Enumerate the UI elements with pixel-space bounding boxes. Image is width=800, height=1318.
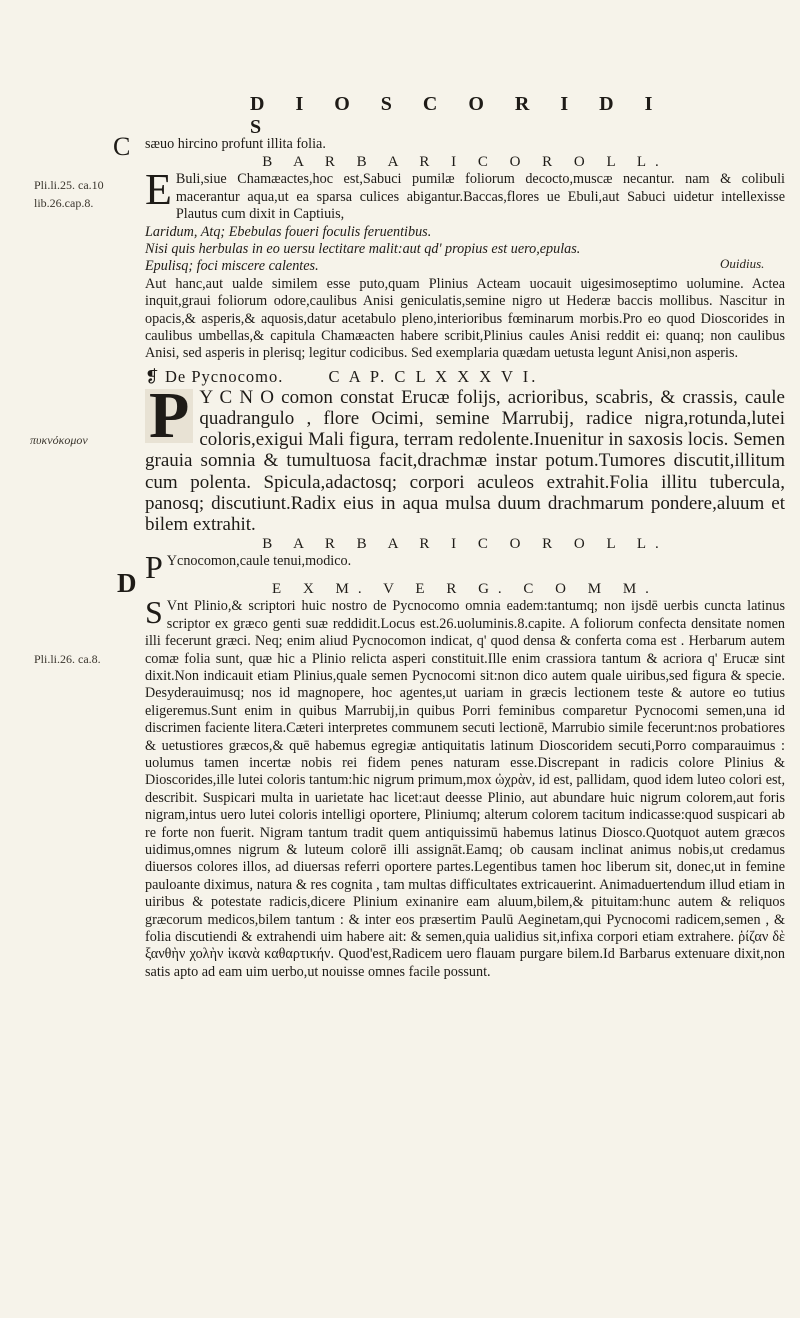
verse-line-2: Nisi quis herbulas in eo uersu lectitare malit:aut qd' propius est uero,epulas. [145, 241, 581, 258]
initial-s: S [145, 594, 163, 631]
paragraph-actea: Aut hanc,aut ualde similem esse puto,quam Plinius Acteam uocauit uigesimoseptimo uolumine. Actea inquit,graui foliorum odore,caulibus Anisi geniculatis,semine nigro ut Hederæ baccis mollibus. Nascitur in opacis,& asperis,& aquosis,datur acetabulo pleno,interioribus fœminarum morbis.Pro eo quod Dioscorides in caulibus umbellas,& capitula Chamæacten habere scribit,Plinius caules Anisi reddit ei: quanq; non caulibus Anisi, sed asperis in plerisq; legitur codicibus. Sed exemplaria quædam uetusta legunt Anisi,non asperis. [145, 275, 785, 362]
margin-note-pliny-25: Pli.li.25. ca.10 [34, 178, 104, 192]
initial-e: E [145, 165, 172, 215]
margin-note-ovid: Ouidius. [720, 256, 765, 271]
section-heading-barbari-2: B A R B A R I C O R O L L. [262, 536, 668, 553]
verse-line-3: Epulisq; foci miscere calentes. [145, 258, 319, 275]
opening-line: sæuo hircino profunt illita folia. [145, 136, 326, 152]
running-header: D I O S C O R I D I S [250, 93, 666, 138]
paragraph-pycnocomon-short: P Ycnocomon,caule tenui,modico. [145, 549, 352, 586]
paragraph-commentary: S Vnt Plinio,& scriptori huic nostro de Pycnocomo omnia eadem:tantumq; non ijsdē uerbis cuncta latinus scriptor ex græco genti suæ reddidit.Locus est.26.uoluminis.8.capite. A foliorum confecta densitate nomen illi fecerunt græci. Neq; enim aliud Pycnocomon indicat, q' quod densa & conferta coma est . Herbarum autem comæ folia sunt, quæ hic a Plinio relicta asperi constituit.Ille enim crassiora tantum & acriora q' Erucæ sint dixit.Non indicauit etiam Plinius,quale semen Pycnocomi sit:non dico autem quale uiribus,sed figura & specie. Desyderauimusq; nos id magnopere, hoc agentes,ut uariam in græcis lectionem teste & autore eo tutius eligeremus.Sunt enim in quibus Marrubij,in quibus Porri feminibus comparetur Pycnocomi semen,una id discrimen faciente litera.Cæteri interpretes communem secuti lectionē, Marrubio simile fecerunt:nos probatiores & uetustiores græcos,& quē habemus egregiæ antiquitatis latinum Dioscoridem secuti,Porro comparauimus : uolumus tamen incertæ nobis rei fidem penes naturam esse.Discrepant in radicis colore Plinius & Dioscorides,ille lutei coloris tantum:hic nigrum primum,mox ὠχρὰν, id est, pallidam, quod idem luteo colori est, describit. Suspicari multa in uarietate hac licet:aut deesse Plinio, aut abundare huic nigrum colorem,aut foris nigram,intus uero lutei coloris intelligi oportere, Pliniumq; alterum colorem tacitum indicasse:quod suspicari ab re forte non fuerit. Nigram tantum tradit quem antiquissimū habemus latinus Diosco.Quotquot autem græcos uidimus,omnes nigrum & luteum colorē illi assignāt.Eamq; ob causam inclinat animus nobis,ut credamus diuersos colores illos, ad diuersas referri oportere partes.Legentibus tamen hoc liberum sit, donec,ut in femine pauloante diximus, natura & res cognita , tam multas difficultates extricauerint. Animaduertendum illud etiam in uiribus & potestate radicis,dicere Plinium exinanire eam aluum,bilem,& pituitam:hunc autem & reliquos græcorum medicos,bilem tantum : & inter eos præsertim Paulū Aeginetam,qui Pycnocomi radicem,semen , & folia discutiendi & extrahendi uim habere ait: & semen,quia ualidius sit,infixa corpori etiam extrahere. ῥίζαν δὲ ξανθὴν χολὴν ἱκανὰ καθαρτικήν. Quod'est,Radicem uero flauam purgare bilem.Id Barbarus extenuare dixit,non satis apto ad eam uim uerbo,ut nouisse omnes facile possunt. [145, 594, 785, 980]
marginal-letter-d: D [117, 568, 137, 598]
catchword-initial: C [113, 132, 131, 161]
margin-note-pliny-26: Pli.li.26. ca.8. [34, 652, 101, 666]
initial-p: P [145, 389, 193, 443]
initial-p-small: P [145, 549, 163, 586]
margin-note-lib-26: lib.26.cap.8. [34, 196, 94, 210]
main-text [145, 136, 785, 981]
chapter-number: C A P. C L X X X V I. [328, 366, 539, 386]
margin-note-greek-term: πυκνόκομον [30, 433, 88, 447]
verse-line-1: Laridum, Atq; Ebebulas foueri foculis feruentibus. [145, 223, 432, 240]
chapter-heading: ❡ De Pycnocomo. C A P. C L X X X V I. [145, 366, 539, 386]
paragraph-ebuli: E Buli,siue Chamæactes,hoc est,Sabuci pumilæ foliorum decocto,muscæ necantur. nam & colibuli macerantur aqua,ut ea sparsa culices abigantur.Baccas,flores ue Ebuli,aut Sabuci uidetur intellexisse Plautus cum dixit in Captiuis, [145, 165, 785, 223]
section-heading-barbari: B A R B A R I C O R O L L. [262, 154, 668, 171]
paragraph-pycnocomon: P Y C N O comon constat Erucæ folijs, acrioribus, scabris, & crassis, caule quadrangulo , flore Ocimi, semine Marrubij, radice nigra,rotunda,lutei coloris,exigui Mali figura, terram redolente.Inuenitur in saxosis locis. Semen grauia somnia & tumultuosa facit,drachmæ instar potum.Tumores discutit,illitum cum polenta. Spicula,adactosq; corpori aculeos extrahit.Folia illitu tubercula, panosq; discutiunt.Radix eius in aqua mulsa duum drachmarum pondere,aluum et bilem extrahit. [145, 378, 785, 536]
section-heading-verg: E X M. V E R G. C O M M. [272, 581, 658, 598]
